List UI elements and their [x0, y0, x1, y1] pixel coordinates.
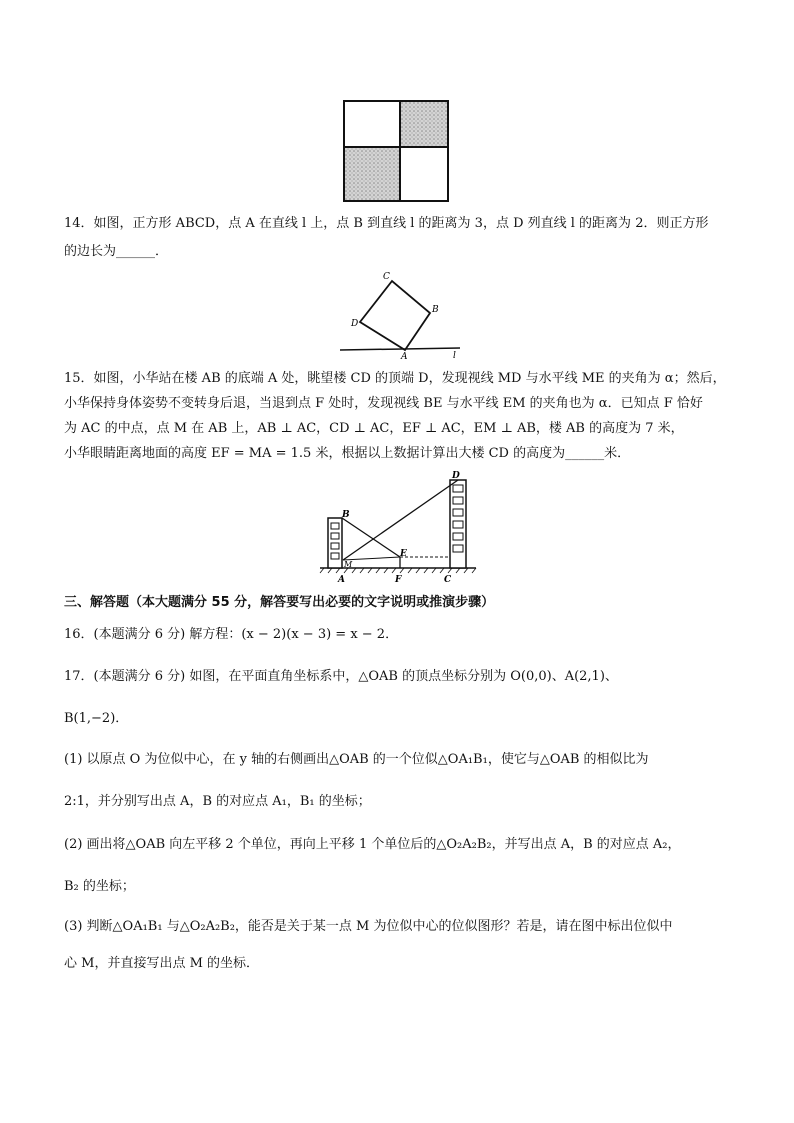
q15-label-F: F — [395, 575, 402, 585]
q15-line2: 小华保持身体姿势不变转身后退，当退到点 F 处时，发现视线 BE 与水平线 EM 的夹角也为 α．已知点 F 恰好 — [64, 396, 703, 411]
grid-figure — [341, 98, 451, 204]
q15-label-E: E — [400, 549, 407, 559]
q14-label-B: B — [432, 305, 439, 315]
q15-label-C: C — [444, 575, 452, 585]
grid-cell-top-right — [400, 101, 448, 147]
q15-label-D: D — [452, 471, 460, 481]
q17-line2: B(1,−2)． — [64, 711, 129, 726]
q17-part1-line1: (1) 以原点 O 为位似中心，在 y 轴的右侧画出△OAB 的一个位似△OA₁B₁，使它与△OAB 的相似比为 — [64, 752, 649, 767]
grid-cell-bottom-right — [400, 147, 448, 201]
q14-label-l: l — [453, 351, 456, 360]
grid-cell-bottom-left — [344, 147, 400, 201]
q14-label-D: D — [351, 319, 359, 329]
q15-line3: 为 AC 的中点，点 M 在 AB 上，AB ⊥ AC，CD ⊥ AC，EF ⊥ AC，EM ⊥ AB，楼 AB 的高度为 7 米， — [64, 421, 684, 436]
section3-heading: 三、解答题（本大题满分 55 分，解答要写出必要的文字说明或推演步骤） — [64, 595, 495, 610]
q14-line1: 14．如图，正方形 ABCD，点 A 在直线 l 上，点 B 到直线 l 的距离为 3，点 D 列直线 l 的距离为 2．则正方形 — [64, 216, 709, 231]
q17-part3-line1: (3) 判断△OA₁B₁ 与△O₂A₂B₂，能否是关于某一点 M 为位似中心的位似图形？若是，请在图中标出位似中 — [64, 919, 673, 934]
q16-text: 16．(本题满分 6 分) 解方程：(x − 2)(x − 3) = x − 2． — [64, 627, 399, 642]
q14-line2: 的边长为______． — [64, 244, 169, 259]
q15-line1: 15．如图，小华站在楼 AB 的底端 A 处，眺望楼 CD 的顶端 D，发现视线 MD 与水平线 ME 的夹角为 α；然后， — [64, 371, 726, 386]
q15-label-B: B — [342, 510, 350, 520]
q15-buildings-figure — [318, 468, 478, 586]
q17-part2-line1: (2) 画出将△OAB 向左平移 2 个单位，再向上平移 1 个单位后的△O₂A₂B₂，并写出点 A，B 的对应点 A₂， — [64, 837, 681, 852]
q17-part3-line2: 心 M，并直接写出点 M 的坐标． — [64, 956, 260, 971]
q17-part2-line2: B₂ 的坐标； — [64, 879, 135, 894]
grid-cell-top-left — [344, 101, 400, 147]
q17-part1-line2: 2:1，并分别写出点 A，B 的对应点 A₁，B₁ 的坐标； — [64, 794, 371, 809]
q17-line1: 17．(本题满分 6 分) 如图，在平面直角坐标系中，△OAB 的顶点坐标分别为 O(0,0)、A(2,1)、 — [64, 669, 618, 684]
q15-line4: 小华眼睛距离地面的高度 EF = MA = 1.5 米，根据以上数据计算出大楼 CD 的高度为______米． — [64, 446, 631, 461]
q14-square-figure — [335, 268, 465, 360]
q14-label-A: A — [401, 352, 408, 360]
q15-label-M: M — [344, 560, 353, 569]
q15-label-A: A — [338, 575, 345, 585]
q14-label-C: C — [383, 272, 390, 282]
